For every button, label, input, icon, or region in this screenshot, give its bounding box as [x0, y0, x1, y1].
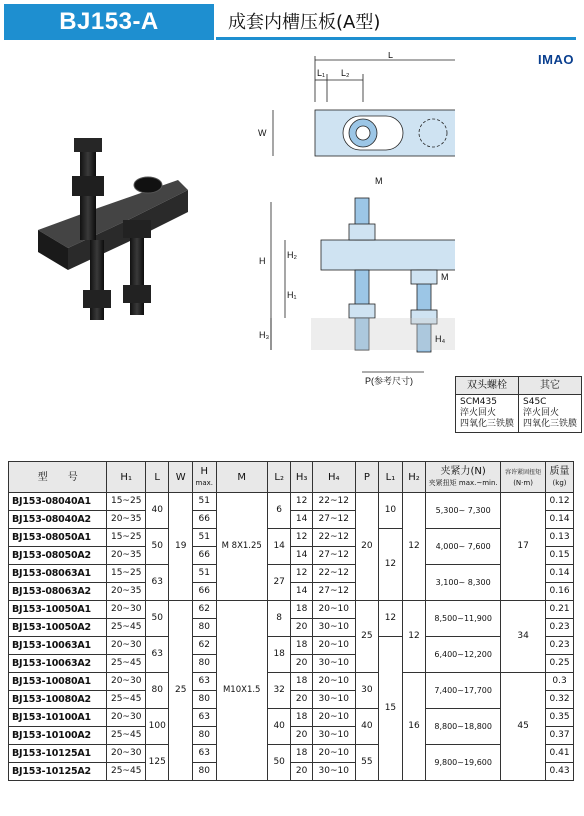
cell-h1: 25~45 [107, 619, 146, 637]
cell-h: 63 [193, 673, 217, 691]
dim-H3: H₃ [259, 330, 270, 340]
dim-P: P(参考尺寸) [365, 376, 413, 386]
col-model: 型 号 [9, 462, 107, 493]
cell-l: 80 [145, 673, 169, 709]
cell-mass: 0.16 [546, 583, 574, 601]
cell-model: BJ153-10100A1 [9, 709, 107, 727]
col-h3: H₃ [291, 462, 312, 493]
cell-h: 80 [193, 727, 217, 745]
cell-model: BJ153-10050A1 [9, 601, 107, 619]
dim-W: W [258, 128, 267, 138]
cell-mass: 0.25 [546, 655, 574, 673]
cell-h3: 20 [291, 763, 312, 781]
cell-h: 80 [193, 655, 217, 673]
cell-h: 80 [193, 763, 217, 781]
cell-model: BJ153-10063A2 [9, 655, 107, 673]
dim-H4: H₄ [435, 334, 446, 344]
cell-model: BJ153-10100A2 [9, 727, 107, 745]
cell-l: 50 [145, 601, 169, 637]
cell-clamp: 4,000~ 7,600 [426, 529, 501, 565]
cell-torque: 17 [501, 493, 546, 601]
cell-model: BJ153-08040A2 [9, 511, 107, 529]
cell-p: 20 [355, 493, 379, 601]
cell-h1: 15~25 [107, 529, 146, 547]
col-h1: H₁ [107, 462, 146, 493]
cell-h3: 18 [291, 709, 312, 727]
cell-p: 30 [355, 673, 379, 709]
dim-L1: L₁ [317, 68, 326, 78]
cell-clamp: 8,500~11,900 [426, 601, 501, 637]
cell-torque: 45 [501, 673, 546, 781]
cell-h3: 14 [291, 547, 312, 565]
cell-l2: 50 [267, 745, 291, 781]
col-h: H max. [193, 462, 217, 493]
cell-h1: 25~45 [107, 763, 146, 781]
col-h4: H₄ [312, 462, 355, 493]
col-h2: H₂ [402, 462, 426, 493]
label-M-side: M [441, 272, 449, 282]
dim-L: L [388, 52, 394, 60]
cell-l1: 10 [379, 493, 403, 529]
cell-h: 66 [193, 547, 217, 565]
cell-clamp: 7,400~17,700 [426, 673, 501, 709]
cell-h2: 12 [402, 493, 426, 601]
cell-l2: 32 [267, 673, 291, 709]
cell-h3: 14 [291, 511, 312, 529]
spec-table [8, 461, 574, 781]
cell-h3: 20 [291, 691, 312, 709]
materials-table: 双头螺栓 其它 SCM435 淬火回火 四氧化三铁膜 S45C 淬火回火 四氧化三铁膜 [455, 376, 582, 433]
cell-l2: 40 [267, 709, 291, 745]
product-photo [28, 120, 203, 350]
cell-mass: 0.23 [546, 619, 574, 637]
cell-mass: 0.32 [546, 691, 574, 709]
brand-logo: IMAO [538, 52, 574, 67]
cell-model: BJ153-10080A2 [9, 691, 107, 709]
cell-h1: 25~45 [107, 727, 146, 745]
cell-h4: 20~10 [312, 673, 355, 691]
cell-h2: 16 [402, 673, 426, 781]
cell-clamp: 6,400~12,200 [426, 637, 501, 673]
dim-H1: H₁ [287, 290, 297, 300]
cell-h4: 22~12 [312, 493, 355, 511]
cell-l1: 12 [379, 529, 403, 601]
cell-h: 66 [193, 511, 217, 529]
cell-model: BJ153-08063A2 [9, 583, 107, 601]
cell-h4: 27~12 [312, 547, 355, 565]
cell-l: 100 [145, 709, 169, 745]
cell-h: 80 [193, 619, 217, 637]
cell-m: M 8X1.25 [216, 493, 267, 601]
cell-clamp: 8,800~18,800 [426, 709, 501, 745]
col-mass: 质量 (kg) [546, 462, 574, 493]
cell-h4: 20~10 [312, 601, 355, 619]
cell-h: 63 [193, 745, 217, 763]
col-clamp: 夹紧力(N) 夹紧扭矩 max.~min. [426, 462, 501, 493]
cell-m: M10X1.5 [216, 601, 267, 781]
cell-h3: 20 [291, 619, 312, 637]
cell-h3: 14 [291, 583, 312, 601]
cell-h3: 18 [291, 673, 312, 691]
cell-mass: 0.23 [546, 637, 574, 655]
cell-h: 62 [193, 637, 217, 655]
cell-h1: 20~30 [107, 745, 146, 763]
dim-L2: L₂ [341, 68, 350, 78]
cell-h: 66 [193, 583, 217, 601]
cell-l2: 8 [267, 601, 291, 637]
cell-mass: 0.12 [546, 493, 574, 511]
cell-h3: 12 [291, 493, 312, 511]
cell-h1: 20~30 [107, 709, 146, 727]
cell-mass: 0.3 [546, 673, 574, 691]
cell-model: BJ153-08040A1 [9, 493, 107, 511]
page-header [4, 4, 576, 40]
cell-h1: 25~45 [107, 655, 146, 673]
product-code: BJ153-A [4, 4, 214, 40]
table-row [9, 637, 574, 655]
cell-l: 50 [145, 529, 169, 565]
table-row [9, 709, 574, 727]
table-row [9, 493, 574, 511]
cell-model: BJ153-10063A1 [9, 637, 107, 655]
cell-mass: 0.14 [546, 511, 574, 529]
cell-h4: 30~10 [312, 655, 355, 673]
col-l1: L₁ [379, 462, 403, 493]
dim-H: H [259, 256, 266, 266]
col-p: P [355, 462, 379, 493]
cell-l: 125 [145, 745, 169, 781]
cell-mass: 0.14 [546, 565, 574, 583]
cell-h4: 20~10 [312, 745, 355, 763]
cell-p: 40 [355, 709, 379, 745]
cell-h4: 30~10 [312, 619, 355, 637]
cell-model: BJ153-10050A2 [9, 619, 107, 637]
table-row [9, 565, 574, 583]
cell-h4: 30~10 [312, 763, 355, 781]
cell-h4: 30~10 [312, 727, 355, 745]
cell-mass: 0.13 [546, 529, 574, 547]
cell-h3: 18 [291, 637, 312, 655]
cell-h1: 25~45 [107, 691, 146, 709]
cell-h4: 20~10 [312, 637, 355, 655]
cell-model: BJ153-10080A1 [9, 673, 107, 691]
cell-h2: 12 [402, 601, 426, 673]
cell-l2: 18 [267, 637, 291, 673]
cell-h: 63 [193, 709, 217, 727]
table-row [9, 601, 574, 619]
cell-h: 62 [193, 601, 217, 619]
cell-mass: 0.21 [546, 601, 574, 619]
cell-h3: 18 [291, 745, 312, 763]
cell-model: BJ153-10125A2 [9, 763, 107, 781]
cell-model: BJ153-08050A1 [9, 529, 107, 547]
cell-h1: 20~30 [107, 673, 146, 691]
cell-h: 51 [193, 493, 217, 511]
cell-l1: 12 [379, 601, 403, 637]
cell-h1: 20~30 [107, 601, 146, 619]
cell-model: BJ153-08050A2 [9, 547, 107, 565]
cell-h4: 22~12 [312, 529, 355, 547]
cell-h1: 20~30 [107, 637, 146, 655]
cell-h3: 18 [291, 601, 312, 619]
cell-h1: 15~25 [107, 565, 146, 583]
cell-l2: 6 [267, 493, 291, 529]
col-torque: 容许紧固扭矩 (N·m) [501, 462, 546, 493]
col-m: M [216, 462, 267, 493]
cell-l: 63 [145, 565, 169, 601]
cell-mass: 0.43 [546, 763, 574, 781]
cell-w: 19 [169, 493, 193, 601]
cell-h3: 12 [291, 529, 312, 547]
cell-h3: 20 [291, 655, 312, 673]
cell-h: 80 [193, 691, 217, 709]
dim-H2: H₂ [287, 250, 297, 260]
cell-h4: 27~12 [312, 583, 355, 601]
cell-h4: 20~10 [312, 709, 355, 727]
cell-l: 63 [145, 637, 169, 673]
cell-h1: 20~35 [107, 583, 146, 601]
cell-w: 25 [169, 601, 193, 781]
cell-h3: 20 [291, 727, 312, 745]
cell-model: BJ153-10125A1 [9, 745, 107, 763]
cell-p: 25 [355, 601, 379, 673]
col-w: W [169, 462, 193, 493]
table-row [9, 673, 574, 691]
cell-l: 40 [145, 493, 169, 529]
material-header-stud: 双头螺栓 [456, 377, 519, 395]
product-title: 成套内槽压板(A型) [216, 4, 576, 40]
cell-mass: 0.41 [546, 745, 574, 763]
cell-h1: 20~35 [107, 547, 146, 565]
cell-torque: 34 [501, 601, 546, 673]
table-row [9, 529, 574, 547]
cell-mass: 0.35 [546, 709, 574, 727]
material-header-other: 其它 [519, 377, 582, 395]
col-l2: L₂ [267, 462, 291, 493]
cell-h3: 12 [291, 565, 312, 583]
cell-mass: 0.37 [546, 727, 574, 745]
cell-l2: 14 [267, 529, 291, 565]
cell-l1: 15 [379, 637, 403, 781]
cell-h: 51 [193, 565, 217, 583]
cell-h4: 27~12 [312, 511, 355, 529]
cell-clamp: 9,800~19,600 [426, 745, 501, 781]
label-M-top: M [375, 176, 383, 186]
cell-h1: 15~25 [107, 493, 146, 511]
col-l: L [145, 462, 169, 493]
cell-clamp: 5,300~ 7,300 [426, 493, 501, 529]
cell-h1: 20~35 [107, 511, 146, 529]
cell-clamp: 3,100~ 8,300 [426, 565, 501, 601]
cell-l2: 27 [267, 565, 291, 601]
technical-drawing [255, 52, 455, 390]
cell-p: 55 [355, 745, 379, 781]
cell-h4: 22~12 [312, 565, 355, 583]
cell-mass: 0.15 [546, 547, 574, 565]
table-row [9, 745, 574, 763]
cell-h: 51 [193, 529, 217, 547]
cell-h4: 30~10 [312, 691, 355, 709]
cell-model: BJ153-08063A1 [9, 565, 107, 583]
